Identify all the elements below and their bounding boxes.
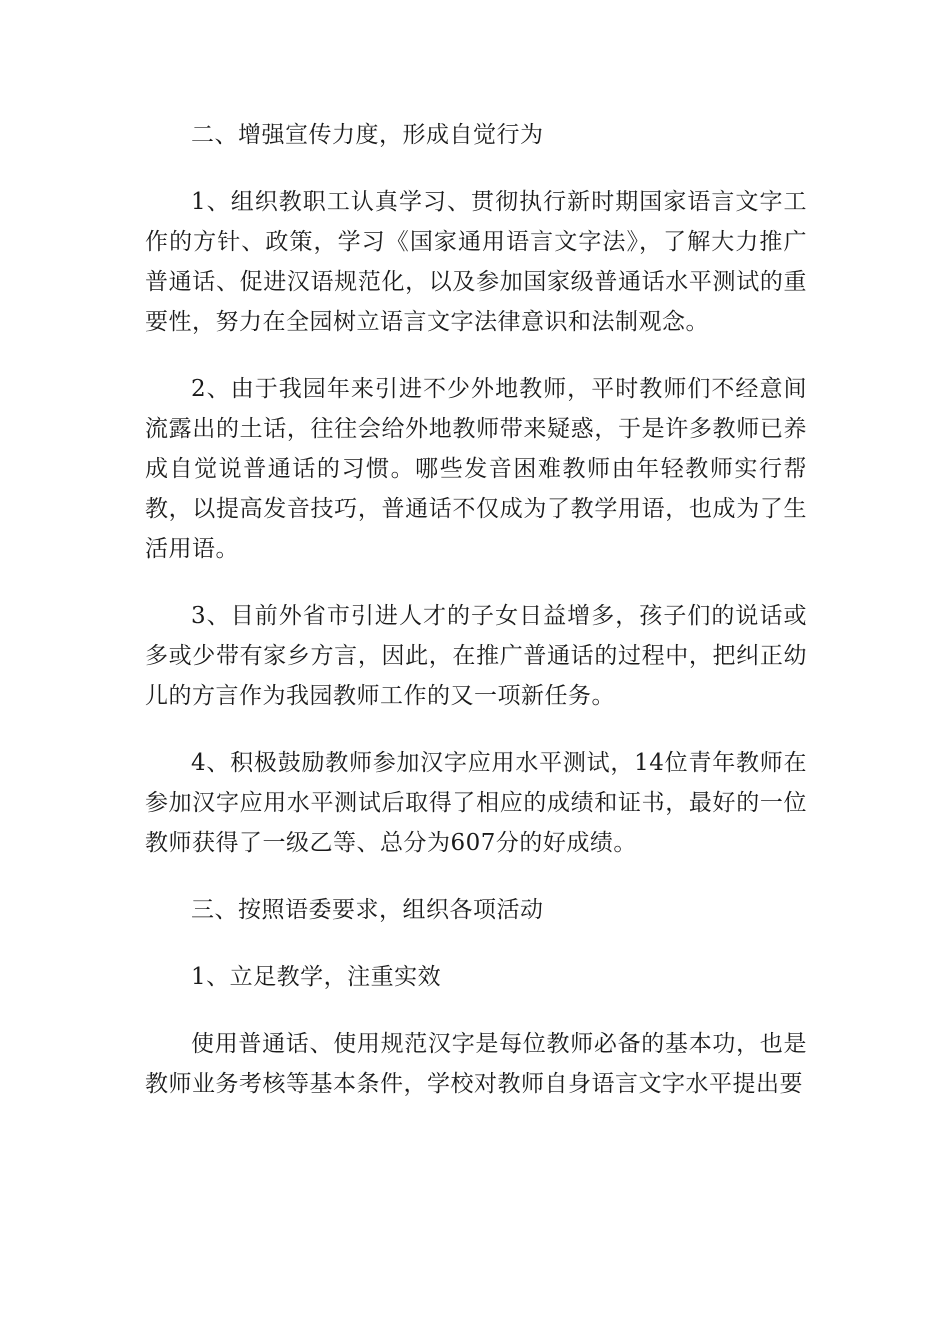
section-heading-3: 三、按照语委要求，组织各项活动: [191, 897, 544, 923]
paragraph-body: 使用普通话、使用规范汉字是每位教师必备的基本功，也是教师业务考核等基本条件，学校对教师自身语言文字水平提出要: [145, 1031, 807, 1097]
paragraph-item-3: 3、目前外省市引进人才的子女日益增多，孩子们的说话或多或少带有家乡方言，因此，在推广普通话的过程中，把纠正幼儿的方言作为我园教师工作的又一项新任务。: [145, 603, 807, 709]
subsection-heading-1: 1、立足教学，注重实效: [191, 964, 442, 990]
paragraph-item-2: 2、由于我园年来引进不少外地教师，平时教师们不经意间流露出的土话，往往会给外地教师带来疑惑，于是许多教师已养成自觉说普通话的习惯。哪些发音困难教师由年轻教师实行帮教，以提高发音技巧，普通话不仅成为了教学用语，也成为了生活用语。: [145, 376, 807, 562]
paragraph-item-4: 4、积极鼓励教师参加汉字应用水平测试，14位青年教师在参加汉字应用水平测试后取得了相应的成绩和证书，最好的一位教师获得了一级乙等、总分为607分的好成绩。: [145, 750, 807, 856]
document-body: [145, 115, 807, 1131]
paragraph-item-1: 1、组织教职工认真学习、贯彻执行新时期国家语言文字工作的方针、政策，学习《国家通用语言文字法》，了解大力推广普通话、促进汉语规范化，以及参加国家级普通话水平测试的重要性，努力在全园树立语言文字法律意识和法制观念。: [145, 189, 807, 335]
section-heading-2: 二、增强宣传力度，形成自觉行为: [191, 122, 544, 148]
